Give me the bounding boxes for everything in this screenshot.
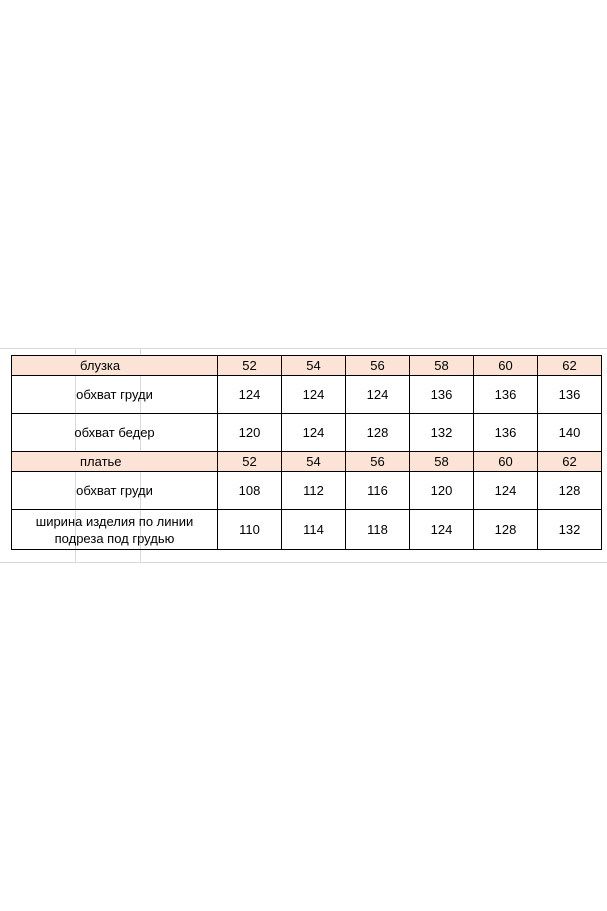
size-cell: 60 <box>474 452 538 472</box>
value-cell: 124 <box>410 510 474 550</box>
section-name-cell <box>12 452 218 472</box>
size-cell: 56 <box>346 452 410 472</box>
value-cell: 128 <box>474 510 538 550</box>
section-header-row <box>12 356 602 376</box>
value-cell: 124 <box>346 376 410 414</box>
value-cell: 128 <box>346 414 410 452</box>
value-cell: 116 <box>346 472 410 510</box>
table-row <box>12 376 602 414</box>
size-cell: 54 <box>282 452 346 472</box>
size-cell: 56 <box>346 356 410 376</box>
value-cell: 120 <box>410 472 474 510</box>
size-cell: 60 <box>474 356 538 376</box>
value-cell: 140 <box>538 414 602 452</box>
value-cell: 136 <box>538 376 602 414</box>
measure-label: обхват груди <box>12 376 218 414</box>
size-cell: 62 <box>538 452 602 472</box>
value-cell: 108 <box>218 472 282 510</box>
value-cell: 124 <box>282 376 346 414</box>
measure-label: обхват бедер <box>12 414 218 452</box>
value-cell: 124 <box>218 376 282 414</box>
section-name: платье <box>80 454 122 469</box>
size-cell: 52 <box>218 356 282 376</box>
value-cell: 124 <box>474 472 538 510</box>
measure-label: ширина изделия по линии подреза под грудью <box>35 513 194 546</box>
size-table <box>11 355 602 550</box>
gridline <box>0 562 607 563</box>
value-cell: 136 <box>474 376 538 414</box>
section-name: блузка <box>80 358 121 373</box>
size-cell: 58 <box>410 452 474 472</box>
value-cell: 136 <box>410 376 474 414</box>
value-cell: 114 <box>282 510 346 550</box>
size-cell: 54 <box>282 356 346 376</box>
size-cell: 62 <box>538 356 602 376</box>
value-cell: 118 <box>346 510 410 550</box>
section-name-cell <box>12 356 218 376</box>
measure-label-cell <box>12 510 218 550</box>
value-cell: 132 <box>538 510 602 550</box>
table-row <box>12 510 602 550</box>
value-cell: 110 <box>218 510 282 550</box>
size-cell: 58 <box>410 356 474 376</box>
gridline <box>0 348 607 349</box>
value-cell: 136 <box>474 414 538 452</box>
size-cell: 52 <box>218 452 282 472</box>
value-cell: 112 <box>282 472 346 510</box>
value-cell: 128 <box>538 472 602 510</box>
value-cell: 124 <box>282 414 346 452</box>
table-row <box>12 472 602 510</box>
table-row <box>12 414 602 452</box>
measure-label: обхват груди <box>12 472 218 510</box>
section-header-row <box>12 452 602 472</box>
value-cell: 120 <box>218 414 282 452</box>
value-cell: 132 <box>410 414 474 452</box>
